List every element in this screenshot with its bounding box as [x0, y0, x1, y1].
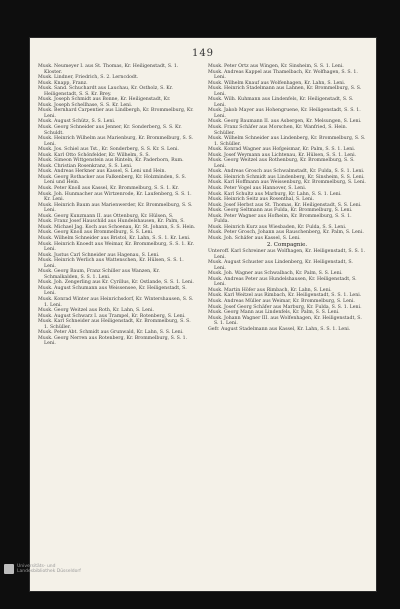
roster-entry: Musk. Wilh. Kuhmann aus Lindenfels, Kr. Heiligenstadt, S. S. Leni. — [208, 97, 354, 108]
roster-entry: Musk. Karl Hoffmann aus Weissenburg, Kr. Brommelburg, S. Leni. — [208, 180, 366, 186]
left-column — [38, 64, 196, 347]
roster-entry: Gefr. August Stadelmann aus Kassel, Kr. Lahn, S. S. 1. Leni. — [208, 326, 351, 332]
roster-entry: Musk. Franz Josef Hauschild aus Hundelshausen, Kr. Palm, S. — [38, 219, 185, 225]
roster-entry: Musk. Karl Schneider aus Heiligenstadt, Kr. Brommelburg, S. S. 1. Schüller. — [38, 319, 191, 330]
page-number: 149 — [191, 48, 215, 59]
roster-entry: Musk. Karl Schultz aus Marburg, Kr. Lahn, S. S. 1. Leni. — [208, 191, 342, 197]
library-stamp-icon — [4, 564, 14, 574]
document-page — [30, 38, 376, 591]
roster-entry: Musk. Peter Abt. Schmidt aus Grunwald, Kr. Lahn, S. S. Leni. — [38, 330, 184, 336]
roster-entry: Musk. Neumeyer I. aus St. Thomas, Kr. Heiligenstadt, S. 1. Kloster. — [38, 64, 179, 75]
roster-entry: Musk. Andreas Kappel aus Thamelbach, Kr. Wolfhagen, S. S. 1. Leni. — [208, 69, 358, 81]
library-badge — [4, 564, 81, 575]
roster-entry: Musk. Georg Nerren aus Rotenberg, Kr. Brommelburg, S. S. 1. Leni. — [38, 335, 188, 347]
roster-entry: Musk. Heinrich Schmidt aus Lindenberg, Kr. Sinsheim, S. S. Leni. — [208, 174, 365, 180]
roster-entry: Musk. Knapp, Franz. — [38, 80, 88, 86]
roster-entry: Musk. August Schumann aus Weissensee, Kr. Heiligenstadt, S. Leni. — [38, 285, 187, 297]
roster-entry: Musk. Georg Weitzel aus Rothenburg, Kr. Brommelburg, S. S. Leni. — [208, 158, 355, 169]
roster-entry: Musk. Andreas Peter aus Hundelshausen, Kr. Heiligenstadt, S. Leni. — [208, 276, 357, 288]
section-heading: 2. Compagnie. — [266, 241, 308, 248]
roster-entry: Musk. Peter Grosch, Johann aus Rauschenberg, Kr. Palm, S. Leni. — [208, 230, 364, 236]
roster-entry: Musk. August Schwarz I. aus Trampel, Kr. Rotenberg, S. Leni. — [38, 313, 186, 319]
roster-entry: Musk. Konrad Wagner aus Hofgeismar, Kr. Palm, S. S. 1. Leni. — [208, 147, 356, 153]
roster-entry: Musk. August Schuster aus Lindenberg, Kr. Heiligenstadt, S. Leni. — [208, 260, 353, 271]
roster-entry: Musk. Wilhelm Schneider aus Lindenberg, Kr. Brommelburg, S. S. 1. Schüller. — [208, 136, 366, 147]
roster-entry: Musk. Joh. Zengerling aus Kr. Cyrillus, Kr. Ostlande, S. S. 1. Leni. — [38, 280, 194, 286]
roster-entry: Musk. Lindner, Friedrich, S. 2. Lerncdodt. — [38, 75, 139, 81]
roster-entry: Musk. Wilhelm Schneider aus Bristol, Kr. Lahn, S. S. 1. Kr. Leni. — [38, 235, 191, 241]
roster-entry: Musk. Georg Knoll aus Brommelburg, S. S. Leni. — [38, 230, 154, 236]
roster-entry: Musk. Konrad Winter aus Heinrichsdorf, Kr. Wintershausen, S. S. 1. Leni. — [38, 296, 194, 308]
roster-entry: Musk. Karl Weitzel aus Rimbach, Kr. Heiligenstadt, S. S. 1. Leni. — [208, 293, 362, 299]
roster-entry: Musk. Michael Jag. Koch aus Schoenau, Kr. St. Johann, S. S. Hein. — [38, 224, 196, 230]
library-badge-text — [17, 564, 81, 575]
roster-entry: Musk. August Schütz, S. S. Leni. — [38, 119, 116, 125]
roster-entry: Musk. Peter Vogel aus Hannover, S. Leni. — [208, 186, 307, 192]
roster-entry: Musk. Joh. Hunmacher aus Wirtzenrode, Kr. Laufenberg, S. S. 1. Kr. Leni. — [38, 191, 192, 203]
roster-entry: Musk. Joh. Wagner aus Schwalbach, Kr. Palm, S. S. Leni. — [208, 271, 343, 277]
roster-entry: Musk. Josef Herbst aus St. Thomas, Kr. Heiligenstadt, S. S. Leni. — [208, 202, 362, 208]
library-badge-line: Universitäts- und — [17, 564, 56, 569]
roster-entry: Musk. Heinrich Kurz aus Wiesbaden, Kr. Fulda, S. S. Leni. — [208, 224, 347, 230]
roster-entry: Musk. Josef Weymann aus Lichtenau, Kr. Hülsen, S. S. 1. Leni. — [208, 152, 357, 158]
roster-entry: Musk. Heinrich Werlich aus Wattenschen, Kr. Hülsen, S. S. 1. Leni. — [38, 258, 184, 269]
roster-entry: Musk. Georg Baum, Franz Schiller aus Wanzen, Kr. Schmalkalden, S. S. 1. Leni. — [38, 269, 160, 280]
roster-entry: Musk. Heinrich Knoedt aus Weimar, Kr. Brommelburg, S. S. 1. Kr. Leni. — [38, 241, 195, 253]
roster-entry: Musk. Georg Rothacker aus Falkenberg, Kr. Holzminden, S. S. Leni und Hein. — [38, 174, 187, 186]
roster-entry: Musk. Christian Rosenkranz, S. S. Leni. — [38, 163, 133, 169]
roster-entry: Musk. Georg Kunzmann II. aus Ottenburg, Kr. Hülsen, S. — [38, 213, 174, 219]
library-badge-line: Landesbibliothek Düsseldorf — [17, 569, 81, 575]
roster-entry: Musk. Karl Otto Schönfelder, Kr. Wilhelm, S. S. — [38, 152, 150, 158]
roster-entry: Musk. Simeon Wittgenstein aus Rinteln, Kr. Paderborn, Rum. — [38, 158, 184, 164]
roster-entry: Musk. Georg Schneider aus Jenner, Kr. Sonderberg, S. S. Kr. Schuldt. — [38, 125, 182, 136]
roster-entry: Musk. Bernhard Carpentier aus Lindbergh, Kr. Brommelburg, Kr. Leni. — [38, 108, 194, 119]
roster-entry: Musk. Wilhelm Knauf aus Wolfenhagen, Kr. Lahn, S. Leni. — [208, 80, 346, 86]
roster-entry: Musk. Peter Wagner aus Hofheim, Kr. Brommelburg, S. S. 1. Fulda. — [208, 213, 352, 225]
roster-entry: Musk. Josef Georg Schäfer aus Marburg, Kr. Fulda, S. S. 1. Leni. — [208, 304, 362, 310]
roster-entry: Musk. Martin Höfer aus Rimbach, Kr. Lahn, S. Leni. — [208, 287, 332, 293]
roster-entry: Musk. Peter Knoll aus Kassel, Kr. Brommelburg, S. S. 1. Kr. — [38, 186, 179, 192]
roster-entry: Musk. Andreas Grosch aus Schwalmstadt, Kr. Fulda, S. S. 1. Leni. — [208, 169, 365, 175]
right-column — [208, 64, 366, 332]
roster-entry: Musk. Heinrich Seitz aus Rosenthal, S. Leni. — [208, 197, 314, 203]
roster-entry: Musk. Andreas Herkner aus Kassel, S. Leni und Hein. — [38, 169, 167, 175]
roster-entry: Musk. Peter Ortz aus Wingen, Kr. Sinsheim, S. S. 1. Leni. — [208, 64, 344, 69]
roster-entry: Musk. Heinrich Wilhelm aus Marienburg, Kr. Brommelburg, S. S. Leni. — [38, 136, 194, 147]
roster-entry: Musk. Andreas Müller aus Weimar, Kr. Brommelburg, S. Leni. — [208, 298, 355, 304]
roster-entry: Musk. Georg Baumann II. aus Asbergen, Kr. Melsungen, S. Leni. — [208, 119, 362, 125]
roster-entry: Musk. Franz Schäfer aus Morschen, Kr. Wanfried, S. Hein. Schüller. — [208, 125, 348, 136]
roster-entry: Musk. Heinrich Stadelmann aus Lahnen, Kr. Brommelburg, S. S. Leni. — [208, 86, 362, 97]
roster-entry: Musk. Georg Mann aus Lindenfels, Kr. Palm, S. S. Leni. — [208, 310, 340, 316]
roster-entry: Musk. Joseph Schmidt aus Bonne, Kr. Heiligenstadt, Kr. — [38, 97, 171, 103]
roster-entry: Musk. Jos. Schiel aus Tst., Kr. Sonderberg, S. S. Kr. S. Leni. — [38, 147, 179, 153]
roster-entry: Musk. Joh. Schäfer aus Kassel, S. Leni. — [208, 235, 301, 241]
roster-entry: Musk. Georg Weitzel aus Roth, Kr. Lahn, S. Leni. — [38, 308, 154, 314]
roster-entry: Musk. Johann Wagner III. aus Wolfenhagen, Kr. Heiligenstadt, S. S. 1. Leni. — [208, 315, 362, 327]
roster-entry: Musk. Jakob Mayer aus Hohengruene, Kr. Heiligenstadt, S. S. 1. Leni. — [208, 108, 361, 119]
roster-entry: Musk. Sand. Schuchardt aus Lauchau, Kr. Ostholz, S. Kr. Heiligenstadt, S. S. Kr. Brey. — [38, 86, 173, 97]
roster-entry: Unteroff. Karl Schreiner aus Wolfhagen, Kr. Heiligenstadt, S. S. 1. Leni. — [208, 249, 365, 260]
roster-entry: Musk. Georg Seltmann aus Fulda, Kr. Brommelburg, S. Leni. — [208, 208, 353, 214]
roster-entry: Musk. Heinrich Baum aus Marienwerder, Kr. Brommelburg, S. S. Leni. — [38, 202, 193, 214]
roster-entry: Musk. Justus Carl Schneider aus Hagenau, S. Leni. — [38, 252, 160, 258]
roster-entry: Musk. Joseph Schellhase, S. S. Kr. Leni. — [38, 102, 133, 108]
